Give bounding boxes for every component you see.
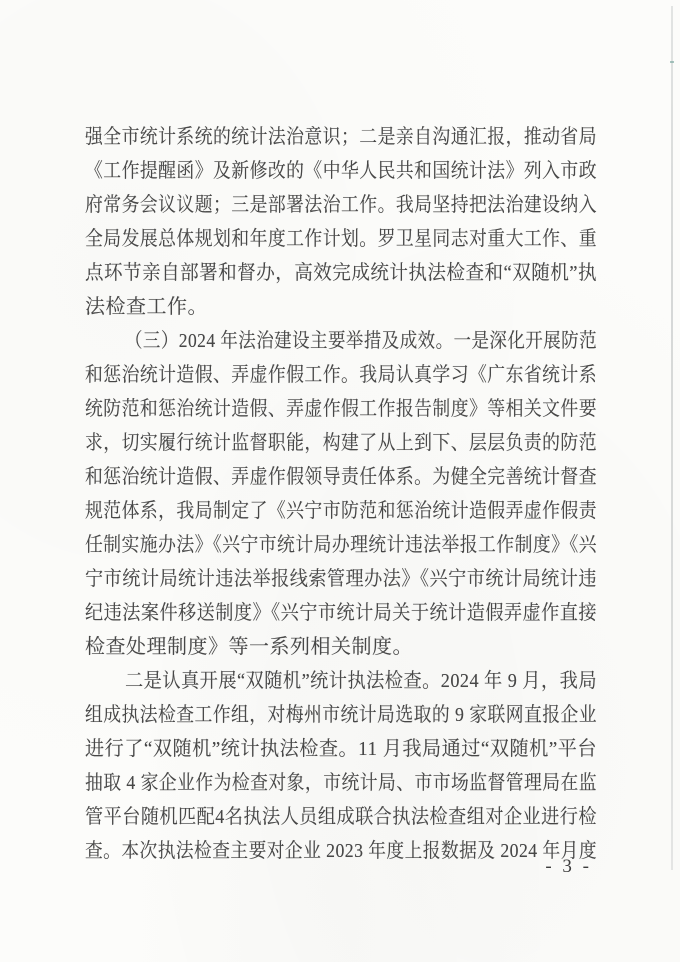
scan-speck-artifact (670, 61, 674, 63)
text-line: 点环节亲自部署和督办，高效完成统计执法检查和“双随机”执 (85, 262, 597, 284)
text-line: 求，切实履行统计监督职能，构建了从上到下、层层负责的防范 (85, 432, 597, 454)
text-line: 检查处理制度》等一系列相关制度。 (85, 636, 413, 658)
scan-edge-artifact (671, 6, 673, 870)
text-line: 二是认真开展“双随机”统计执法检查。2024 年 9 月，我局 (125, 670, 597, 692)
text-line: 《工作提醒函》及新修改的《中华人民共和国统计法》列入市政 (85, 160, 597, 182)
text-line: 纪违法案件移送制度》《兴宁市统计局关于统计造假弄虚作直接 (85, 602, 597, 624)
text-line: 法检查工作。 (85, 296, 208, 318)
text-line: 规范体系，我局制定了《兴宁市防范和惩治统计造假弄虚作假责 (85, 500, 597, 522)
text-line: 进行了“双随机”统计执法检查。11 月我局通过“双随机”平台 (85, 738, 597, 760)
text-line: 统防范和惩治统计造假、弄虚作假工作报告制度》等相关文件要 (85, 398, 597, 420)
document-body (85, 120, 597, 868)
text-line: 和惩治统计造假、弄虚作假领导责任体系。为健全完善统计督查 (85, 466, 597, 488)
text-line: 府常务会议议题；三是部署法治工作。我局坚持把法治建设纳入 (85, 194, 597, 216)
page-number: - 3 - (545, 856, 592, 877)
text-line: 组成执法检查工作组，对梅州市统计局选取的 9 家联网直报企业 (85, 704, 597, 726)
text-line: 强全市统计系统的统计法治意识；二是亲自沟通汇报，推动省局 (85, 126, 597, 148)
text-line: 任制实施办法》《兴宁市统计局办理统计违法举报工作制度》《兴 (85, 534, 597, 556)
text-line: 和惩治统计造假、弄虚作假工作。我局认真学习《广东省统计系 (85, 364, 597, 386)
text-line: 管平台随机匹配4名执法人员组成联合执法检查组对企业进行检 (85, 806, 597, 828)
text-line: 查。本次执法检查主要对企业 2023 年度上报数据及 2024 年月度 (85, 840, 597, 862)
text-line: 抽取 4 家企业作为检查对象，市统计局、市市场监督管理局在监 (85, 772, 597, 794)
text-line: 宁市统计局统计违法举报线索管理办法》《兴宁市统计局统计违 (85, 568, 597, 590)
text-line: （三）2024 年法治建设主要举措及成效。一是深化开展防范 (125, 330, 597, 352)
text-line: 全局发展总体规划和年度工作计划。罗卫星同志对重大工作、重 (85, 228, 597, 250)
